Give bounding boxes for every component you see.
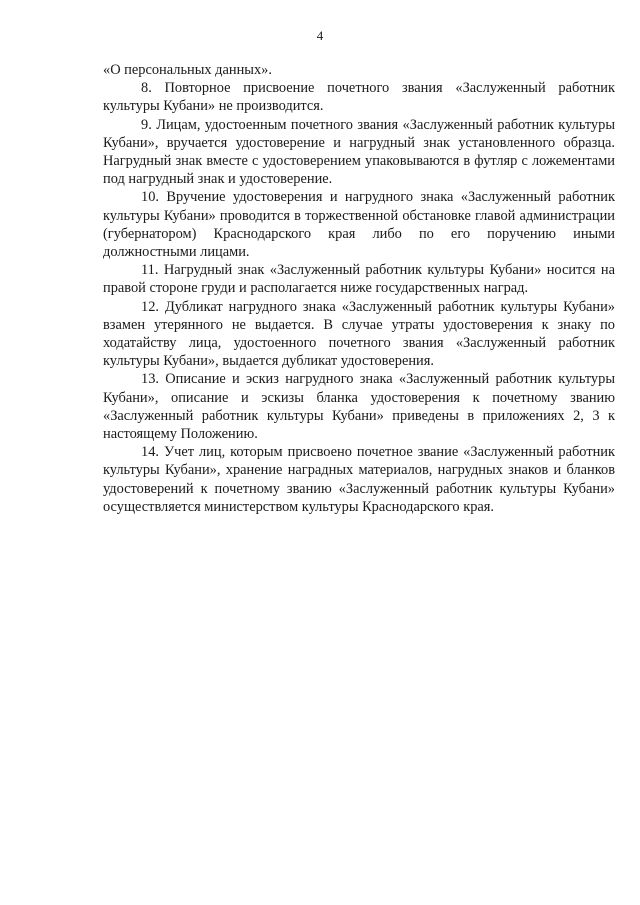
paragraph-item-8: 8. Повторное присвоение почетного звания «Заслуженный работник культуры Кубани» не производится. — [103, 80, 615, 115]
paragraph-item-14: 14. Учет лиц, которым присвоено почетное звание «Заслуженный работник культуры Кубани», хранение наградных материалов, нагрудных знаков и бланков удостоверений к почетному званию «Заслуженный работник культуры Кубани» осуществляется министерством культуры Краснодарского края. — [103, 444, 615, 515]
paragraph-item-11: 11. Нагрудный знак «Заслуженный работник культуры Кубани» носится на правой стороне груди и располагается ниже государственных наград. — [103, 262, 615, 297]
paragraph-item-9: 9. Лицам, удостоенным почетного звания «Заслуженный работник культуры Кубани», вручается удостоверение и нагрудный знак установленного образца. Нагрудный знак вместе с удостоверением упаковываются в футляр с ложементами под нагрудный знак и удостоверение. — [103, 116, 615, 188]
page-number: 4 — [316, 28, 324, 43]
paragraph-item-13: 13. Описание и эскиз нагрудного знака «Заслуженный работник культуры Кубани», описание и эскизы бланка удостоверения к почетному званию «Заслуженный работник культуры Кубани» приведены в приложениях 2, 3 к настоящему Положению. — [103, 371, 615, 443]
paragraph-continuation: «О персональных данных». — [103, 62, 272, 78]
paragraph-item-10: 10. Вручение удостоверения и нагрудного знака «Заслуженный работник культуры Кубани» проводится в торжественной обстановке главой администрации (губернатором) Краснодарского края либо по его поручению иными должностными лицами. — [103, 189, 615, 261]
paragraph-item-12: 12. Дубликат нагрудного знака «Заслуженный работник культуры Кубани» взамен утерянного не выдается. В случае утраты удостоверения к знаку по ходатайству лица, удостоенного почетного звания «Заслуженный работник культуры Кубани», выдается дубликат удостоверения. — [103, 298, 615, 370]
document-body — [103, 61, 615, 516]
